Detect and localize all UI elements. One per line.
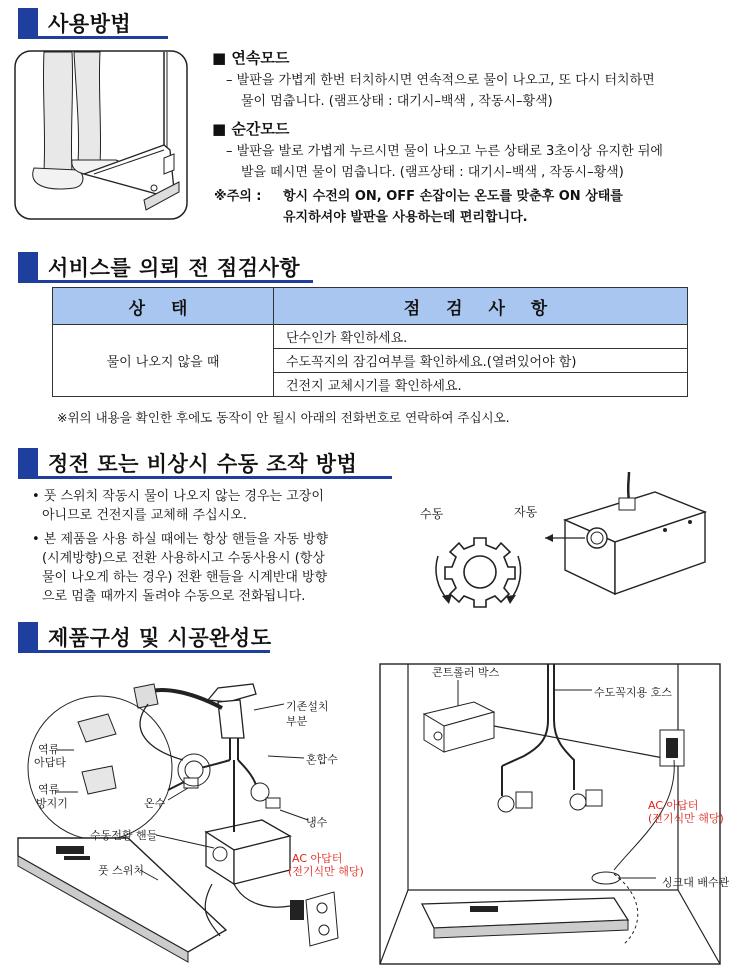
manual-bullet2-line4: 으로 멈출 때까지 돌려야 수동으로 전화됩니다. [42,589,306,604]
composition-title: 제품구성 및 시공완성도 [48,626,272,650]
section-marker [18,448,38,476]
sink-drain-label: 싱크대 배수관 [662,876,730,889]
manual-bullet2-line3: 물이 나오게 하는 경우) 전환 핸들을 시계반대 방향 [42,570,328,585]
momentary-mode-label: 순간모드 [231,120,290,138]
check-column-header: 점 검 사 항 [274,288,688,325]
auto-direction-label: 자동 [514,505,538,519]
continuous-mode-label: 연속모드 [231,49,290,67]
warning-prefix: ※주의 : [214,189,262,204]
service-note: ※위의 내용을 확인한 후에도 동작이 안 될시 아래의 전화번호로 연락하여 주십시오. [57,410,510,425]
ac-adapter-note-right: (전기식만 해당) [648,812,724,825]
check-adapter-label2: 아답타 [34,756,66,769]
manual-bullet2-line1: • 본 제품을 사용 하실 때에는 항상 핸들을 자동 방향 [32,532,329,547]
service-title: 서비스를 의뢰 전 점검사항 [48,256,301,280]
ac-adapter-label-left: AC 아답터 [292,852,343,865]
momentary-mode-title: ■ 순간모드 [212,120,290,138]
ac-adapter-note-left: (전기식만 해당) [288,865,364,878]
existing-install-label: 기존설치 [286,700,329,713]
warning-line2: 유지하셔야 발판을 사용하는데 편리합니다. [283,210,528,225]
service-check-table [52,287,688,397]
backflow-preventer-label: 역류 [38,783,60,796]
section-underline [18,36,168,39]
manual-bullet2-line2: (시계방향)으로 전환 사용하시고 수동사용시 (항상 [42,551,325,566]
section-marker [18,252,38,280]
section-underline [18,476,392,479]
section-underline [18,280,313,283]
continuous-mode-line1: – 발판을 가볍게 한번 터치하시면 연속적으로 물이 나오고, 또 다시 터치하면 [226,73,655,88]
backflow-preventer-label2: 방지기 [36,797,68,810]
state-column-header: 상 태 [53,288,274,325]
ac-adapter-label-right: AC 아답터 [648,799,699,812]
check-item: 단수인가 확인하세요. [274,325,688,349]
continuous-mode-title: ■ 연속모드 [212,49,290,67]
manual-bullet1-line1: • 풋 스위치 작동시 물이 나오지 않는 경우는 고장이 [32,489,324,504]
rotation-dial-diagram [418,516,544,616]
check-adapter-label: 역류 [38,743,60,756]
foot-switch-label: 풋 스위치 [98,864,145,877]
manual-handle-label: 수동전환 핸들 [90,829,158,842]
usage-title: 사용방법 [48,12,132,36]
existing-install-label2: 부분 [286,715,308,728]
momentary-mode-line2: 발을 떼시면 물이 멈춥니다. (램프상태 : 대기시–백색 , 작동시–황색) [241,165,624,180]
controller-box-label: 콘트롤러 박스 [432,666,500,679]
section-marker [18,8,38,36]
manual-direction-label: 수동 [420,507,444,521]
faucet-hose-label: 수도꼭지용 호스 [594,686,672,699]
section-underline [18,650,270,653]
foot-pedal-illustration [14,50,188,220]
state-cell: 물이 나오지 않을 때 [53,325,274,397]
manual-bullet1-line2: 아니므로 건전지를 교체해 주십시오. [42,508,247,523]
cold-water-label: 냉수 [306,816,328,829]
section-marker [18,622,38,650]
warning-line1: 항시 수전의 ON, OFF 손잡이는 온도를 맞춘후 ON 상태를 [283,189,623,204]
momentary-mode-line1: – 발판을 발로 가볍게 누르시면 물이 나오고 누른 상태로 3초이상 유지한 뒤에 [226,144,663,159]
check-item: 건전지 교체시기를 확인하세요. [274,373,688,397]
mixed-water-label: 혼합수 [306,753,338,766]
manual-title: 정전 또는 비상시 수동 조작 방법 [48,452,358,476]
continuous-mode-line2: 물이 멈춥니다. (램프상태 : 대기시–백색 , 작동시–황색) [241,94,553,109]
check-item: 수도꼭지의 잠김여부를 확인하세요.(열려있어야 함) [274,349,688,373]
hot-water-label: 온수 [144,797,166,810]
control-box-illustration [545,470,720,600]
